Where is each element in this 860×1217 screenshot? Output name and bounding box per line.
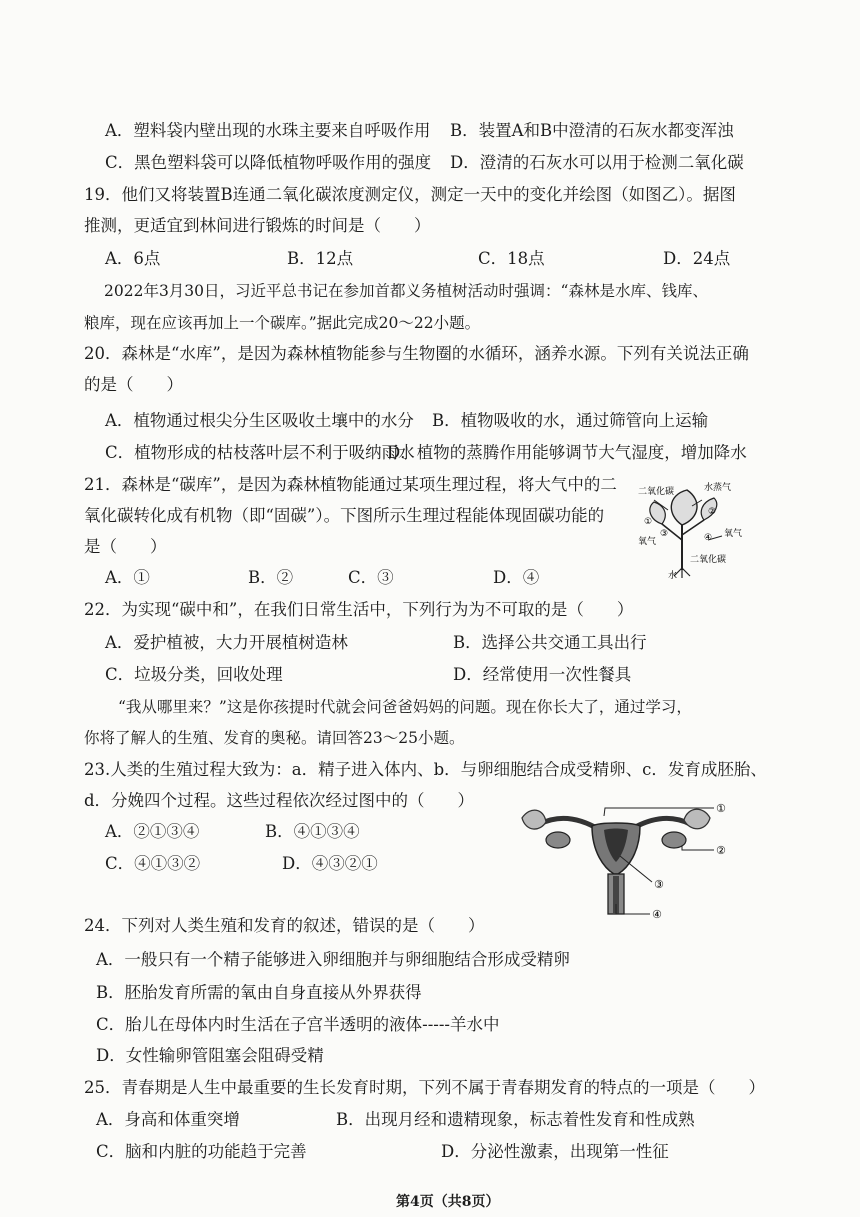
q23-option-d: D．④③②① bbox=[282, 854, 378, 873]
diagram-marker-1: ① bbox=[644, 517, 653, 527]
diagram-label-2: ② bbox=[716, 844, 726, 857]
female-reproductive-diagram bbox=[500, 796, 740, 926]
q25-option-d: D．分泌性激素，出现第一性征 bbox=[441, 1142, 669, 1161]
q23-stem-line2: d．分娩四个过程。这些过程依次经过图中的（ ） bbox=[84, 791, 475, 810]
intro-20-22-line1: 2022年3月30日，习近平总书记在参加首都义务植树活动时强调：“森林是水库、钱库、 bbox=[104, 282, 708, 300]
q22-option-c: C．垃圾分类，回收处理 bbox=[105, 665, 283, 684]
q21-option-b: B．② bbox=[248, 568, 294, 587]
q23-option-a: A．②①③④ bbox=[105, 822, 200, 841]
q19-stem-line2: 推测，更适宜到林间进行锻炼的时间是（ ） bbox=[84, 216, 431, 235]
q22-stem: 22．为实现“碳中和”，在我们日常生活中，下列行为为不可取的是（ ） bbox=[84, 600, 634, 619]
q24-stem: 24．下列对人类生殖和发育的叙述，错误的是（ ） bbox=[84, 916, 485, 935]
diagram-label-oxygen-left: 氧气 bbox=[638, 537, 657, 547]
q21-option-d: D．④ bbox=[493, 568, 540, 587]
q20-option-b: B．植物吸收的水，通过筛管向上运输 bbox=[432, 411, 709, 430]
q21-stem-line2: 氧化碳转化成有机物（即“固碳”）。下图所示生理过程能体现固碳功能的 bbox=[84, 506, 605, 525]
q24-option-a: A．一般只有一个精子能够进入卵细胞并与卵细胞结合形成受精卵 bbox=[96, 950, 570, 969]
plant-process-diagram bbox=[632, 480, 752, 580]
q24-option-b: B．胚胎发育所需的氧由自身直接从外界获得 bbox=[96, 983, 422, 1002]
diagram-marker-4: ④ bbox=[704, 533, 713, 543]
q22-option-d: D．经常使用一次性餐具 bbox=[453, 665, 632, 684]
diagram-label-3: ③ bbox=[654, 878, 664, 891]
q25-option-c: C．脑和内脏的功能趋于完善 bbox=[96, 1142, 307, 1161]
q24-option-c: C．胎儿在母体内时生活在子宫半透明的液体-----羊水中 bbox=[96, 1015, 500, 1034]
diagram-label-water: 水 bbox=[668, 571, 678, 580]
q19-option-d: D．24点 bbox=[663, 249, 731, 268]
q22-option-a: A．爱护植被，大力开展植树造林 bbox=[105, 633, 348, 652]
intro-23-25-line2: 你将了解人的生殖、发育的奥秘。请回答23～25小题。 bbox=[84, 729, 465, 747]
q21-stem-line3: 是（ ） bbox=[84, 537, 167, 556]
diagram-label-co2-bottom: 二氧化碳 bbox=[690, 555, 727, 565]
q20-option-a: A．植物通过根尖分生区吸收土壤中的水分 bbox=[105, 411, 414, 430]
diagram-label-vapor: 水蒸气 bbox=[704, 483, 732, 493]
q23-option-b: B．④①③④ bbox=[265, 822, 360, 841]
page-number: 第4页（共8页） bbox=[396, 1194, 500, 1210]
q24-option-d: D．女性输卵管阻塞会阻碍受精 bbox=[96, 1046, 324, 1065]
q20-stem-line1: 20．森林是“水库”，是因为森林植物能参与生物圈的水循环，涵养水源。下列有关说法正确 bbox=[84, 344, 749, 363]
q20-option-d: D．植物的蒸腾作用能够调节大气湿度，增加降水 bbox=[387, 443, 747, 462]
q18-option-a: A．塑料袋内壁出现的水珠主要来自呼吸作用 bbox=[105, 121, 431, 140]
q21-option-c: C．③ bbox=[348, 568, 394, 587]
q19-stem-line1: 19．他们又将装置B连通二氧化碳浓度测定仪，测定一天中的变化并绘图（如图乙）。据图 bbox=[84, 185, 736, 204]
q25-stem: 25．青春期是人生中最重要的生长发育时期，下列不属于青春期发育的特点的一项是（ ） bbox=[84, 1078, 765, 1097]
diagram-label-1: ① bbox=[716, 802, 726, 815]
diagram-label-co2-top: 二氧化碳 bbox=[638, 487, 675, 497]
q23-stem-line1: 23.人类的生殖过程大致为：a．精子进入体内、b．与卵细胞结合成受精卵、c．发育成胚胎、 bbox=[84, 760, 767, 779]
q18-option-b: B．装置A和B中澄清的石灰水都变浑浊 bbox=[450, 121, 734, 140]
diagram-marker-2: ② bbox=[708, 507, 717, 517]
q20-option-c: C．植物形成的枯枝落叶层不利于吸纳雨水 bbox=[105, 443, 415, 462]
q23-option-c: C．④①③② bbox=[105, 854, 201, 873]
q25-option-b: B．出现月经和遗精现象，标志着性发育和性成熟 bbox=[336, 1110, 695, 1129]
diagram-label-oxygen-right: 氧气 bbox=[724, 529, 743, 539]
intro-23-25-line1: “我从哪里来？”这是你孩提时代就会问爸爸妈妈的问题。现在你长大了，通过学习， bbox=[118, 698, 692, 716]
q19-option-c: C．18点 bbox=[478, 249, 545, 268]
q20-stem-line2: 的是（ ） bbox=[84, 375, 183, 394]
q18-option-c: C．黑色塑料袋可以降低植物呼吸作用的强度 bbox=[105, 153, 432, 172]
diagram-marker-3: ③ bbox=[660, 529, 669, 539]
q22-option-b: B．选择公共交通工具出行 bbox=[453, 633, 647, 652]
q18-option-d: D．澄清的石灰水可以用于检测二氧化碳 bbox=[450, 153, 744, 172]
q19-option-a: A．6点 bbox=[105, 249, 161, 268]
q25-option-a: A．身高和体重突增 bbox=[96, 1110, 240, 1129]
intro-20-22-line2: 粮库，现在应该再加上一个碳库。”据此完成20～22小题。 bbox=[84, 314, 481, 332]
q19-option-b: B．12点 bbox=[287, 249, 354, 268]
q21-stem-line1: 21．森林是“碳库”，是因为森林植物能通过某项生理过程，将大气中的二 bbox=[84, 475, 617, 494]
q21-option-a: A．① bbox=[105, 568, 150, 587]
diagram-label-4: ④ bbox=[652, 908, 662, 921]
